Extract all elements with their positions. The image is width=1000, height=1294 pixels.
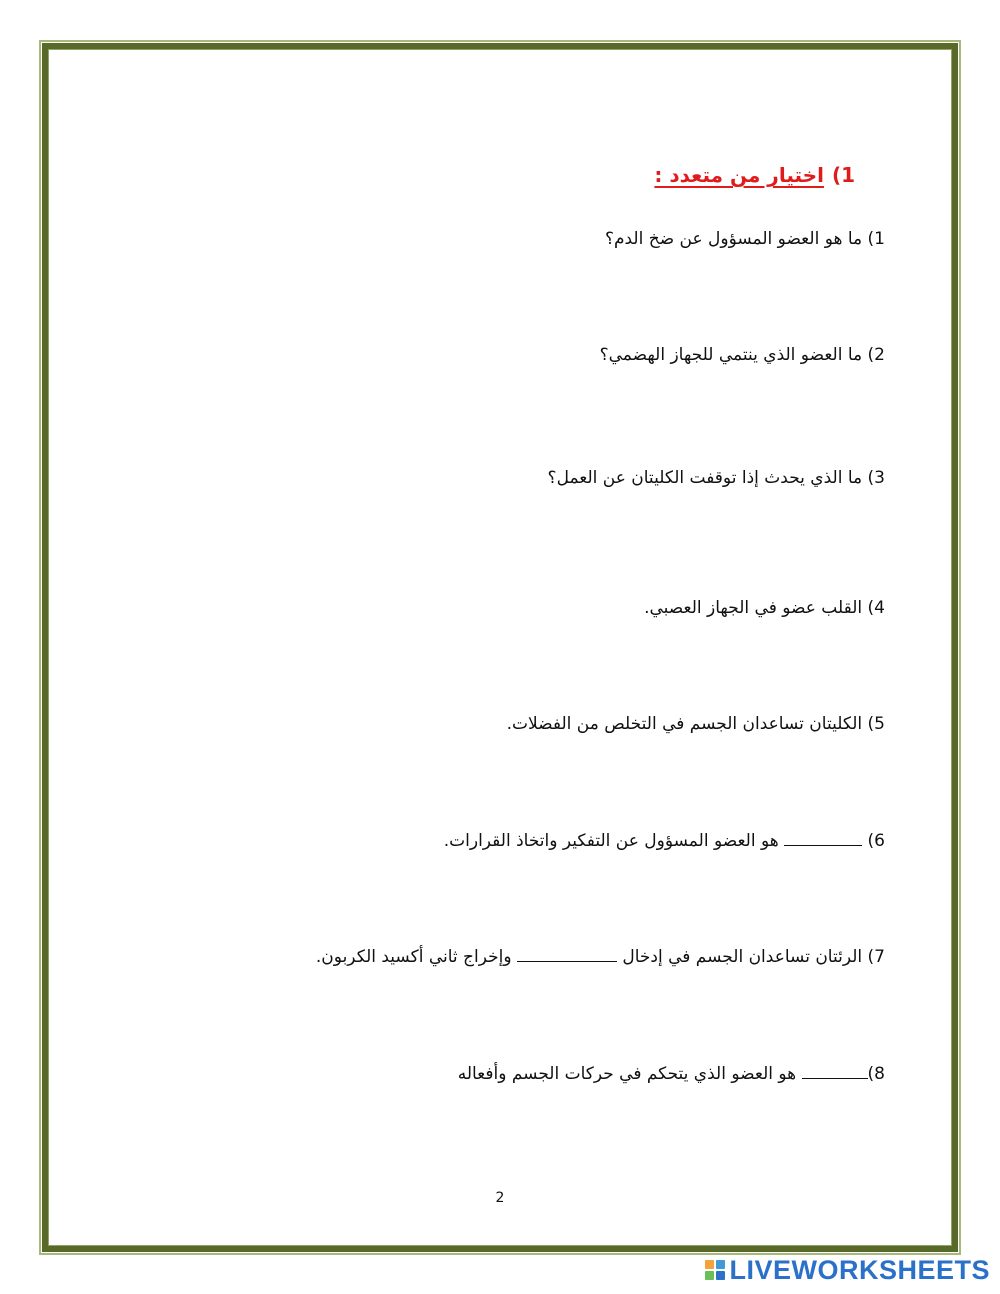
question-8-blank[interactable] [802,1064,868,1079]
liveworksheets-text: LIVEWORKSHEETS [729,1254,990,1285]
question-1: 1) ما هو العضو المسؤول عن ضخ الدم؟ [604,229,885,249]
question-3: 3) ما الذي يحدث إذا توقفت الكليتان عن العمل؟ [547,468,885,488]
question-7-suffix: وإخراج ثاني أكسيد الكربون. [315,947,517,967]
question-8-prefix: 8) [867,1064,885,1084]
question-5: 5) الكليتان تساعدان الجسم في التخلص من الفضلات. [506,714,885,734]
question-8 [458,1062,885,1086]
question-6-suffix: هو العضو المسؤول عن التفكير واتخاذ القرارات. [443,831,785,851]
section-label: اختيار من متعدد : [654,163,824,187]
liveworksheets-icon [705,1260,725,1280]
section-title [654,163,855,187]
question-7-prefix: 7) الرئتان تساعدان الجسم في إدخال [616,947,885,967]
question-7 [316,945,885,969]
liveworksheets-logo [705,1254,990,1286]
question-6 [444,829,885,853]
question-4: 4) القلب عضو في الجهاز العصبي. [644,598,885,618]
section-number: 1) [831,163,855,187]
question-8-suffix: هو العضو الذي يتحكم في حركات الجسم وأفعاله [457,1064,802,1084]
question-6-blank[interactable] [784,831,862,846]
question-7-blank[interactable] [517,947,617,962]
question-6-prefix: 6) [862,831,885,851]
question-2: 2) ما العضو الذي ينتمي للجهاز الهضمي؟ [599,345,885,365]
page-number: 2 [495,1190,505,1206]
